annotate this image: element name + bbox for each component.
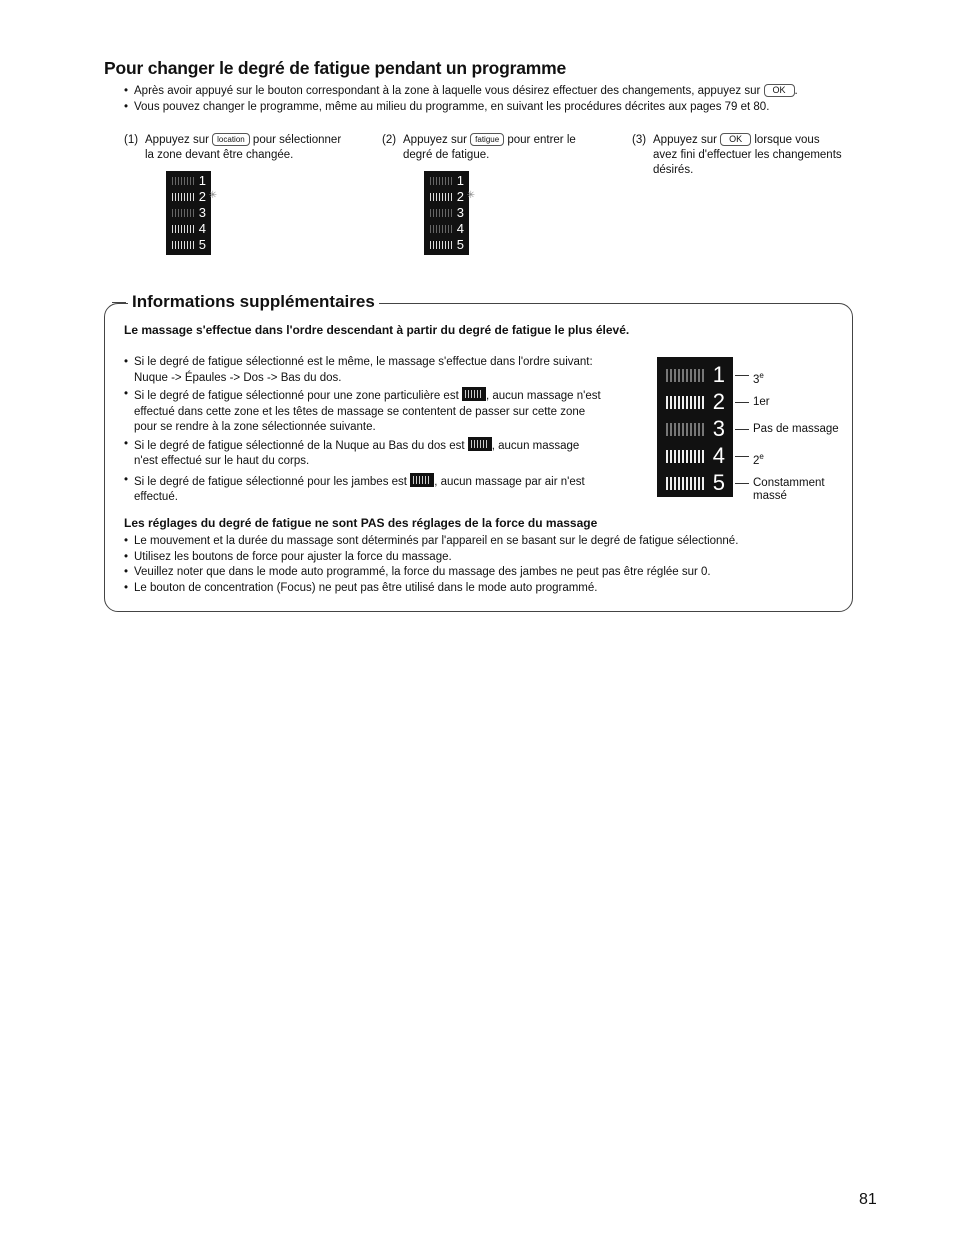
indicator-row-1 xyxy=(424,173,469,189)
info-subheading-1: Le massage s'effectue dans l'ordre descendant à partir du degré de fatigue le plus élevé. xyxy=(124,323,630,337)
info-bullet-1-line-2: Nuque -> Épaules -> Dos -> Bas du dos. xyxy=(134,371,342,384)
info-bullet-2-text-end: , aucun massage n'est xyxy=(485,390,601,402)
step-3 xyxy=(632,133,842,178)
indicator-digit: 3 xyxy=(456,205,464,220)
indicator-digit: 4 xyxy=(456,221,464,236)
info-bullet-1 xyxy=(124,355,634,386)
step-1-continuation: la zone devant être changée. xyxy=(145,149,294,161)
step-1-text: Appuyez sur xyxy=(145,134,209,146)
step-3-text-after: lorsque vous xyxy=(754,134,820,146)
step-3-number: (3) xyxy=(632,134,647,146)
level-digit: 1 xyxy=(712,362,725,387)
level-digit: 3 xyxy=(712,416,725,441)
step-3-continuation-1: avez fini d'effectuer les changements xyxy=(653,149,842,161)
legend-label-1-text: 3 xyxy=(753,373,760,386)
level-digit: 2 xyxy=(712,389,725,414)
info-bullet-2-line-2: effectué dans cette zone et les têtes de massage se contentent de passer sur cette zone xyxy=(134,405,586,418)
level-bars-icon xyxy=(430,193,452,201)
level-bars-icon xyxy=(666,450,704,463)
no-massage-level-icon xyxy=(468,437,492,451)
step-2-continuation: degré de fatigue. xyxy=(403,149,490,161)
ok-button-icon: OK xyxy=(720,133,751,146)
indicator-row-2 xyxy=(166,189,217,205)
step-3-continuation-2: désirés. xyxy=(653,164,694,176)
level-bars-icon xyxy=(172,177,194,185)
info-bullet-4 xyxy=(124,473,634,506)
info-title-dash xyxy=(112,302,126,303)
level-row-5 xyxy=(657,469,733,497)
info-bullet-3-text-end: , aucun massage xyxy=(491,439,580,452)
info-bullet-3-text: Si le degré de fatigue sélectionné de la Nuque au Bas du dos est xyxy=(134,439,465,452)
level-bars-icon xyxy=(172,225,194,233)
legend-leader-1 xyxy=(735,375,749,376)
level-row-1 xyxy=(657,361,733,389)
blink-icon: ✳ xyxy=(208,190,217,201)
indicator-digit: 2 xyxy=(456,189,464,204)
info-bullet-3-line-2: n'est effectué sur le haut du corps. xyxy=(134,455,310,467)
fatigue-level-diagram xyxy=(657,357,733,497)
level-digit: 4 xyxy=(712,443,725,468)
level-row-3 xyxy=(657,415,733,443)
no-massage-level-icon xyxy=(410,473,434,487)
fatigue-indicator-step-2 xyxy=(424,171,475,255)
fatigue-indicator-step-1 xyxy=(166,171,217,255)
level-bars-icon xyxy=(666,396,704,409)
intro-bullets xyxy=(124,84,864,115)
legend-label-5-line-1: Constamment xyxy=(753,477,825,489)
indicator-row-1 xyxy=(166,173,211,189)
indicator-row-4 xyxy=(166,221,211,237)
step-1 xyxy=(124,133,341,163)
location-button-icon: location xyxy=(212,133,250,146)
level-bars-icon xyxy=(172,241,194,249)
info-bullet-2-line-3: pour se rendre à la zone sélectionnée suivante. xyxy=(134,421,376,433)
level-row-4 xyxy=(657,442,733,470)
indicator-digit: 4 xyxy=(198,221,206,236)
info-subheading-2: Les réglages du degré de fatigue ne sont PAS des réglages de la force du massage xyxy=(124,516,598,530)
page-number: 81 xyxy=(859,1191,877,1208)
legend-label-5-line-2: massé xyxy=(753,490,787,502)
level-row-2 xyxy=(657,388,733,416)
indicator-digit: 5 xyxy=(198,237,206,252)
legend-label-4-text: 2 xyxy=(753,454,760,467)
step-2-text-after: pour entrer le xyxy=(507,134,576,146)
legend-leader-3 xyxy=(735,429,749,430)
level-bars-icon xyxy=(172,193,194,201)
intro-bullet-1-end: . xyxy=(794,85,798,97)
info-bullet-4-line-2: effectué. xyxy=(134,491,178,503)
ok-button-icon: OK xyxy=(764,84,795,97)
indicator-digit: 3 xyxy=(198,205,206,220)
info2-bullet-1: • Le mouvement et la durée du massage sont déterminés par l'appareil en se basant sur le degré de fatigue sélectionné. xyxy=(124,534,844,550)
info-bullets-2 xyxy=(124,534,844,596)
intro-bullet-1 xyxy=(124,84,864,100)
indicator-digit: 5 xyxy=(456,237,464,252)
fatigue-button-icon: fatigue xyxy=(470,133,504,146)
indicator-row-4 xyxy=(424,221,469,237)
info2-bullet-4: • Le bouton de concentration (Focus) ne peut pas être utilisé dans le mode auto programmé. xyxy=(124,581,844,597)
info-bullet-4-text: Si le degré de fatigue sélectionné pour les jambes est xyxy=(134,475,407,488)
legend-label-2: 1er xyxy=(753,396,770,408)
info-title: Informations supplémentaires xyxy=(128,292,379,312)
no-massage-level-icon xyxy=(462,387,486,401)
level-bars-icon xyxy=(430,225,452,233)
indicator-digit: 1 xyxy=(198,173,206,188)
level-bars-icon xyxy=(666,477,704,490)
step-1-number: (1) xyxy=(124,134,139,146)
indicator-row-3 xyxy=(424,205,469,221)
info-bullet-1-line-1: • Si le degré de fatigue sélectionné est le même, le massage s'effectue dans l'ordre suivant: xyxy=(134,356,593,368)
legend-label-4-sup: e xyxy=(759,452,764,461)
level-bars-icon xyxy=(430,177,452,185)
indicator-digit: 1 xyxy=(456,173,464,188)
step-2 xyxy=(382,133,576,163)
step-2-text: Appuyez sur xyxy=(403,134,467,146)
legend-leader-5 xyxy=(735,483,749,484)
level-bars-icon xyxy=(430,209,452,217)
indicator-row-2 xyxy=(424,189,475,205)
intro-bullet-1-text: Après avoir appuyé sur le bouton correspondant à la zone à laquelle vous désirez effectuer des changements, appuyez sur xyxy=(134,85,761,97)
level-bars-icon xyxy=(172,209,194,217)
level-bars-icon xyxy=(666,369,704,382)
level-bars-icon xyxy=(430,241,452,249)
level-digit: 5 xyxy=(712,470,725,495)
info-bullet-4-text-end: , aucun massage par air n'est xyxy=(434,475,585,488)
legend-leader-4 xyxy=(735,456,749,457)
step-2-number: (2) xyxy=(382,134,397,146)
indicator-row-3 xyxy=(166,205,211,221)
step-3-text: Appuyez sur xyxy=(653,134,717,146)
legend-label-1-sup: e xyxy=(759,371,764,380)
page-title: Pour changer le degré de fatigue pendant un programme xyxy=(104,58,566,78)
legend-leader-2 xyxy=(735,402,749,403)
legend-label-5 xyxy=(753,477,825,503)
indicator-digit: 2 xyxy=(198,189,206,204)
info-bullets xyxy=(124,355,634,506)
legend-label-4 xyxy=(753,450,764,468)
legend-label-3: Pas de massage xyxy=(753,423,839,435)
level-bars-icon xyxy=(666,423,704,436)
info-bullet-2 xyxy=(124,387,634,436)
step-1-text-after: pour sélectionner xyxy=(252,134,342,146)
info2-bullet-3: • Veuillez noter que dans le mode auto programmé, la force du massage des jambes ne peut pas être réglée sur 0. xyxy=(124,565,844,581)
info-bullet-3 xyxy=(124,437,634,470)
info-bullet-2-text: Si le degré de fatigue sélectionné pour une zone particulière est xyxy=(134,390,459,402)
indicator-row-5 xyxy=(424,237,469,253)
intro-bullet-2: • Vous pouvez changer le programme, même au milieu du programme, en suivant les procédures décrites aux pages 79 et 80. xyxy=(124,100,864,116)
indicator-row-5 xyxy=(166,237,211,253)
legend-label-1 xyxy=(753,369,764,387)
blink-icon: ✳ xyxy=(466,190,475,201)
info2-bullet-2: • Utilisez les boutons de force pour ajuster la force du massage. xyxy=(124,550,844,566)
